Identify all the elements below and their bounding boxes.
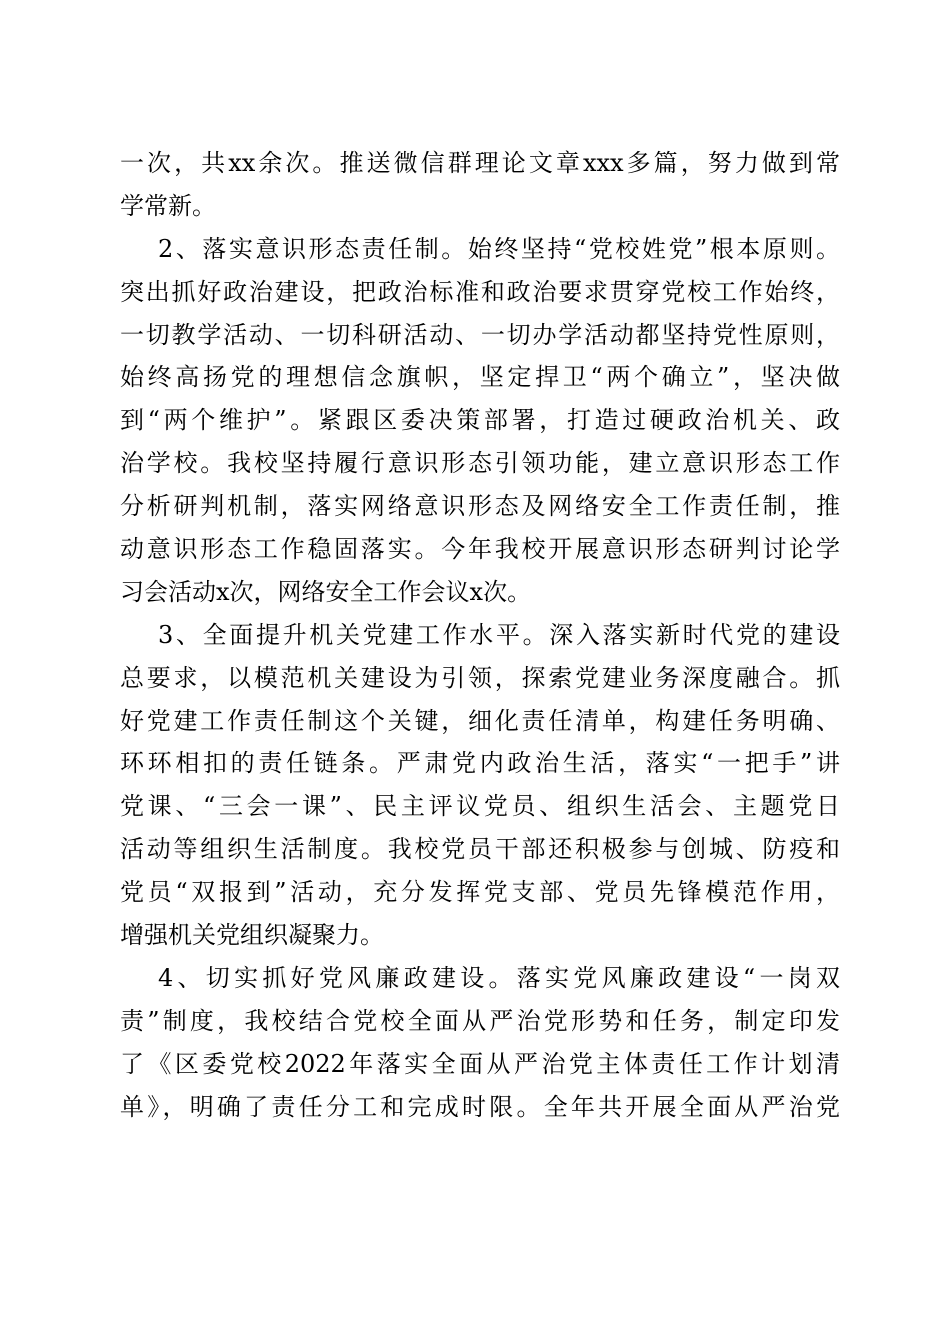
text-line-10: 动意识形态工作稳固落实。今年我校开展意识形态研判讨论学 xyxy=(120,535,840,564)
text-line-6: 始终高扬党的理想信念旗帜，坚定捍卫“两个确立”，坚决做 xyxy=(120,363,840,392)
paragraph-3-heading-line: 3、全面提升机关党建工作水平。深入落实新时代党的建设 xyxy=(158,620,840,649)
paragraph-4-heading-line: 4、切实抓好党风廉政建设。落实党风廉政建设“一岗双 xyxy=(158,963,840,992)
text-line-1: 一次，共xx余次。推送微信群理论文章xxx多篇，努力做到常 xyxy=(120,149,840,177)
text-line-11: 习会活动x次，网络安全工作会议x次。 xyxy=(120,577,532,606)
text-line-23: 单》，明确了责任分工和完成时限。全年共开展全面从严治党 xyxy=(120,1092,840,1121)
text-line-5: 一切教学活动、一切科研活动、一切办学活动都坚持党性原则， xyxy=(120,320,840,349)
paragraph-2-heading-line: 2、落实意识形态责任制。始终坚持“党校姓党”根本原则。 xyxy=(158,234,840,263)
text-line-8: 治学校。我校坚持履行意识形态引领功能，建立意识形态工作 xyxy=(120,449,840,478)
text-line-7: 到“两个维护”。紧跟区委决策部署，打造过硬政治机关、政 xyxy=(120,406,840,435)
text-line-14: 好党建工作责任制这个关键，细化责任清单，构建任务明确、 xyxy=(120,706,840,735)
text-line-19: 增强机关党组织凝聚力。 xyxy=(120,921,384,950)
text-line-18: 党员“双报到”活动，充分发挥党支部、党员先锋模范作用， xyxy=(120,878,840,907)
text-line-13: 总要求，以模范机关建设为引领，探索党建业务深度融合。抓 xyxy=(120,663,840,692)
document-body xyxy=(120,142,840,1128)
text-line-9: 分析研判机制，落实网络意识形态及网络安全工作责任制，推 xyxy=(120,492,840,521)
text-line-4: 突出抓好政治建设，把政治标准和政治要求贯穿党校工作始终， xyxy=(120,277,840,306)
text-line-16: 党课、“三会一课”、民主评议党员、组织生活会、主题党日 xyxy=(120,792,840,821)
text-line-22: 了《区委党校2022年落实全面从严治党主体责任工作计划清 xyxy=(120,1049,840,1078)
text-line-17: 活动等组织生活制度。我校党员干部还积极参与创城、防疫和 xyxy=(120,835,840,864)
text-line-2: 学常新。 xyxy=(120,191,216,220)
text-line-15: 环环相扣的责任链条。严肃党内政治生活，落实“一把手”讲 xyxy=(120,749,840,778)
text-line-21: 责”制度，我校结合党校全面从严治党形势和任务，制定印发 xyxy=(120,1006,840,1035)
